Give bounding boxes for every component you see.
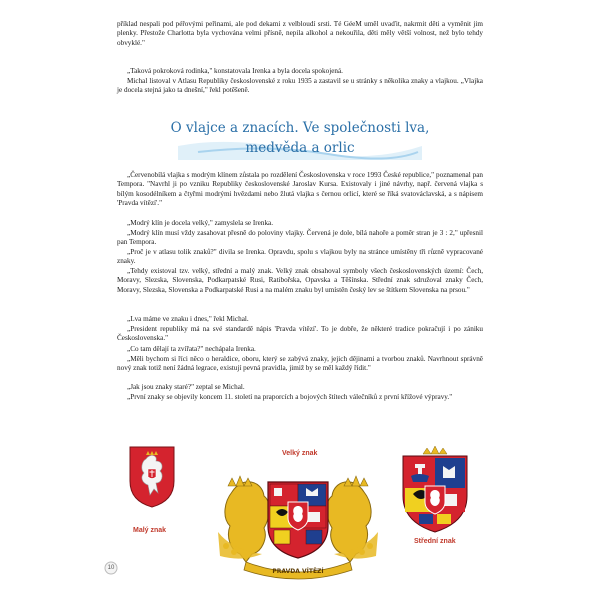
paragraph-main-1: „Červenobílá vlajka s modrým klínem zůstala po rozdělení Československa v roce 1993 České republice," poznamenal pan Tempora. "Navrhl ji po vzniku Republiky československé Jaroslav Kursa. Existovaly i jiné návrhy, např. červená vlajka s bílým kosodélníkem a čtyřmi modrými hvězdami nebo žlutá vlajka s černou orlicí, které se říká svatováclavská, a s nápisem 'Pravda vítězí'.": [117, 171, 483, 208]
large-coat-of-arms: [212, 462, 384, 580]
paragraph-main-7: „President republiky má na své standardě nápis 'Pravda vítězí'. To je dobře, že některé tradice pokračují i po zániku Československa.": [117, 325, 483, 343]
paragraph-main-10: „Jak jsou znaky staré?" zeptal se Michal.: [127, 383, 245, 391]
page-number: 10: [107, 565, 115, 571]
heading-line-1: O vlajce a znacích. Ve společnosti lva,: [170, 120, 430, 136]
paragraph-main-3: „Modrý klín musí vždy zasahovat přesně do poloviny vlajky. Červená je dole, bílá nahoře a poměr stran je 3 : 2," upřesnil pan Tempora.: [117, 229, 483, 247]
paragraph-main-4: „Proč je v atlasu tolik znaků?" divila se Irenka. Opravdu, spolu s vlajkou byly na stránce umístěny tři různě vypracované znaky.: [117, 248, 483, 266]
paragraph-main-6: „Lva máme ve znaku i dnes," řekl Michal.: [127, 315, 249, 323]
paragraph-top-1: příklad nespali pod péřovými peřinami, ale pod dekami z velbloudí srsti. Té GéeM uměl uvaďit, nakrmit děti a vyměnit jim plenky. Přestože Charlotta byla vychována velmi přísně, nepila alkohol a nekouřila, děti měly větší volnost, než bylo tehdy obvyklé.": [117, 20, 483, 47]
caption-medium-emblem: Střední znak: [414, 538, 456, 545]
heading-line-2: medvěda a orlic: [245, 140, 355, 156]
small-coat-of-arms: [128, 445, 176, 509]
large-emblem-motto: PRAVDA VÍTĚZÍ: [272, 568, 324, 575]
paragraph-main-11: „První znaky se objevily koncem 11. století na praporcích a bojových štítech válečníků z první křížové výpravy.": [127, 393, 453, 401]
paragraph-main-5: „Tehdy existoval tzv. velký, střední a malý znak. Velký znak obsahoval symboly všech československých území: Čech, Moravy, Slezska, Slovenska, Podkarpatské Rusi, Ratibořska, Opavska a Těšínska. Střední znak sdružoval znaky Čech, Moravy, Slezska, Slovenska a Podkarpatské Rusi a na malém znaku byl umístěn český lev se štítkem Slovenska na prsou.": [117, 267, 483, 294]
heading-text: [168, 118, 432, 158]
paragraph-top-3: Michal listoval v Atlasu Republiky československé z roku 1935 a zastavil se u stránky s několika znaky a vlajkou. „Vlajka je docela stejná jako ta dnešní," řekl potěšeně.: [117, 77, 483, 95]
paragraph-main-8: „Co tam dělají ta zvířata?" nechápala Irenka.: [127, 345, 256, 353]
section-heading: [168, 116, 432, 160]
paragraph-main-9: „Měli bychom si říci něco o heraldice, oboru, který se zabývá znaky, jejich dějinami a tvorbou znaků. Navrhnout správně nový znak totiž není žádná legrace, existují pevná pravidla, jimiž by se měl každý řídit.": [117, 355, 483, 373]
caption-large-emblem: Velký znak: [282, 450, 318, 457]
medium-coat-of-arms: [399, 446, 471, 534]
caption-small-emblem: Malý znak: [133, 527, 167, 534]
paragraph-top-2: „Taková pokroková rodinka," konstatovala Irenka a byla docela spokojená.: [127, 67, 343, 75]
paragraph-main-2: „Modrý klín je docela velký," zamyslela se Irenka.: [127, 219, 274, 227]
